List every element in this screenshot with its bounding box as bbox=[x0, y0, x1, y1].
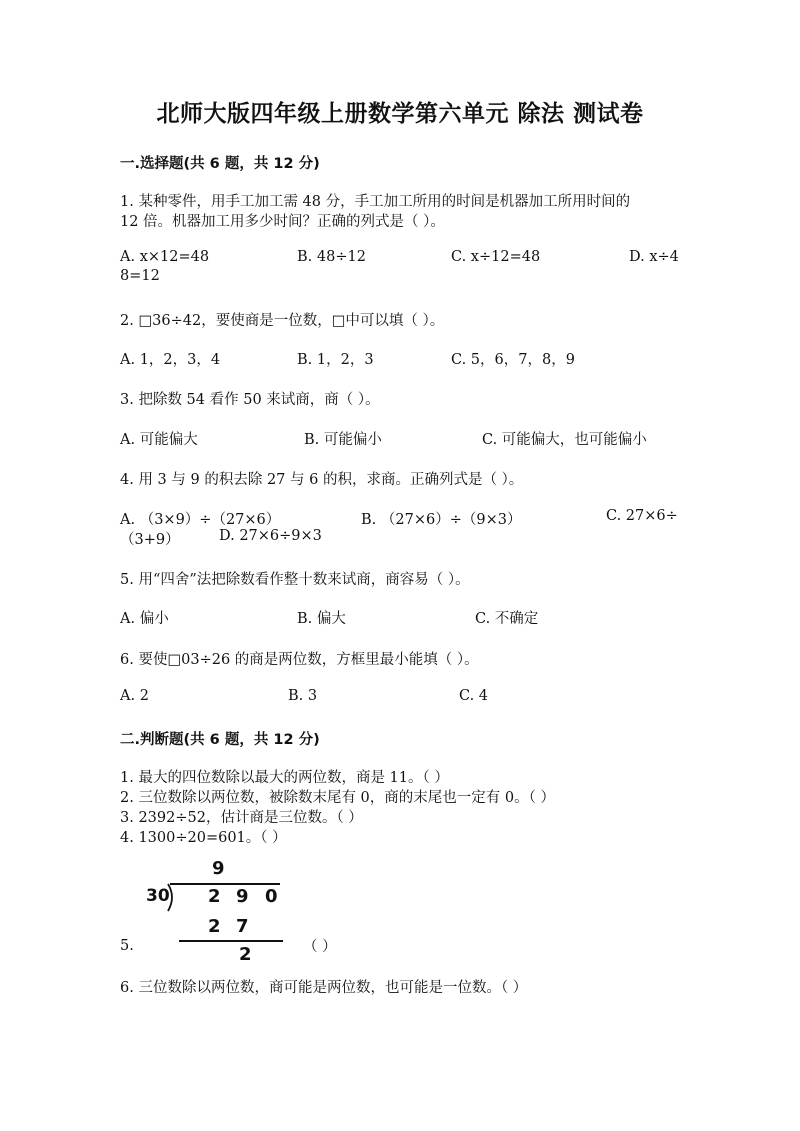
judge-item-2: 2. 三位数除以两位数，被除数末尾有 0，商的末尾也一定有 0。（ ） bbox=[120, 790, 555, 806]
question-1-option-c[interactable]: C. x÷12=48 bbox=[451, 249, 541, 265]
division-subtraction-line bbox=[179, 940, 283, 942]
page-title: 北师大版四年级上册数学第六单元 除法 测试卷 bbox=[156, 101, 644, 127]
section-heading-judge: 二.判断题(共 6 题，共 12 分) bbox=[120, 732, 320, 748]
question-4-option-b[interactable]: B. （27×6）÷（9×3） bbox=[361, 512, 522, 528]
question-1-option-a[interactable]: A. x×12=48 bbox=[120, 249, 210, 265]
question-3-option-a[interactable]: A. 可能偏大 bbox=[120, 432, 198, 448]
question-3: 3. 把除数 54 看作 50 来试商，商（ ）。 bbox=[120, 392, 380, 408]
question-2-option-c[interactable]: C. 5，6，7，8，9 bbox=[451, 352, 575, 368]
question-2-option-b[interactable]: B. 1，2，3 bbox=[297, 352, 374, 368]
judge-item-4: 4. 1300÷20=601。（ ） bbox=[120, 830, 287, 846]
division-product-digit: 7 bbox=[236, 916, 249, 937]
division-remainder: 2 bbox=[239, 944, 252, 965]
question-5-option-b[interactable]: B. 偏大 bbox=[297, 611, 346, 627]
division-bracket bbox=[164, 883, 178, 913]
question-6: 6. 要使□03÷26 的商是两位数，方框里最小能填（ ）。 bbox=[120, 652, 479, 668]
question-4-option-c-wrap: （3+9） bbox=[120, 532, 180, 548]
question-2: 2. □36÷42，要使商是一位数，□中可以填（ ）。 bbox=[120, 313, 445, 329]
judge-item-1: 1. 最大的四位数除以最大的两位数，商是 11。（ ） bbox=[120, 770, 449, 786]
division-dividend-digit: 0 bbox=[265, 886, 278, 907]
division-dividend-digit: 9 bbox=[236, 886, 249, 907]
question-4-option-a[interactable]: A. （3×9）÷（27×6） bbox=[120, 512, 281, 528]
question-5-option-a[interactable]: A. 偏小 bbox=[120, 611, 169, 627]
question-4-option-d[interactable]: D. 27×6÷9×3 bbox=[219, 528, 322, 544]
division-top-bar bbox=[170, 883, 280, 885]
question-5: 5. 用“四舍”法把除数看作整十数来试商，商容易（ ）。 bbox=[120, 572, 470, 588]
division-dividend-digit: 2 bbox=[208, 886, 221, 907]
division-product-digit: 2 bbox=[208, 916, 221, 937]
question-4-option-c[interactable]: C. 27×6÷ bbox=[606, 508, 678, 524]
judge-item-5-label: 5. bbox=[120, 938, 134, 954]
judge-item-3: 3. 2392÷52，估计商是三位数。（ ） bbox=[120, 810, 363, 826]
question-2-option-a[interactable]: A. 1，2，3，4 bbox=[120, 352, 221, 368]
question-1-option-d[interactable]: D. x÷4 bbox=[629, 249, 679, 265]
judge-item-6: 6. 三位数除以两位数，商可能是两位数，也可能是一位数。（ ） bbox=[120, 980, 528, 996]
question-1-option-d-wrap: 8=12 bbox=[120, 268, 160, 284]
question-1-line2: 12 倍。机器加工用多少时间？正确的列式是（ ）。 bbox=[120, 214, 445, 230]
question-4: 4. 用 3 与 9 的积去除 27 与 6 的积，求商。正确列式是（ ）。 bbox=[120, 472, 524, 488]
question-1-line1: 1. 某种零件，用手工加工需 48 分，手工加工所用的时间是机器加工所用时间的 bbox=[120, 194, 631, 210]
question-3-option-b[interactable]: B. 可能偏小 bbox=[304, 432, 382, 448]
question-5-option-c[interactable]: C. 不确定 bbox=[475, 611, 539, 627]
question-6-option-c[interactable]: C. 4 bbox=[459, 688, 489, 704]
question-3-option-c[interactable]: C. 可能偏大，也可能偏小 bbox=[482, 432, 647, 448]
section-heading-choice: 一.选择题(共 6 题，共 12 分) bbox=[120, 156, 320, 172]
judge-item-5-answer: （ ） bbox=[303, 939, 337, 955]
question-6-option-a[interactable]: A. 2 bbox=[120, 688, 149, 704]
division-quotient: 9 bbox=[212, 858, 225, 879]
question-6-option-b[interactable]: B. 3 bbox=[288, 688, 318, 704]
division-divisor: 30 bbox=[146, 886, 170, 906]
question-1-option-b[interactable]: B. 48÷12 bbox=[297, 249, 366, 265]
